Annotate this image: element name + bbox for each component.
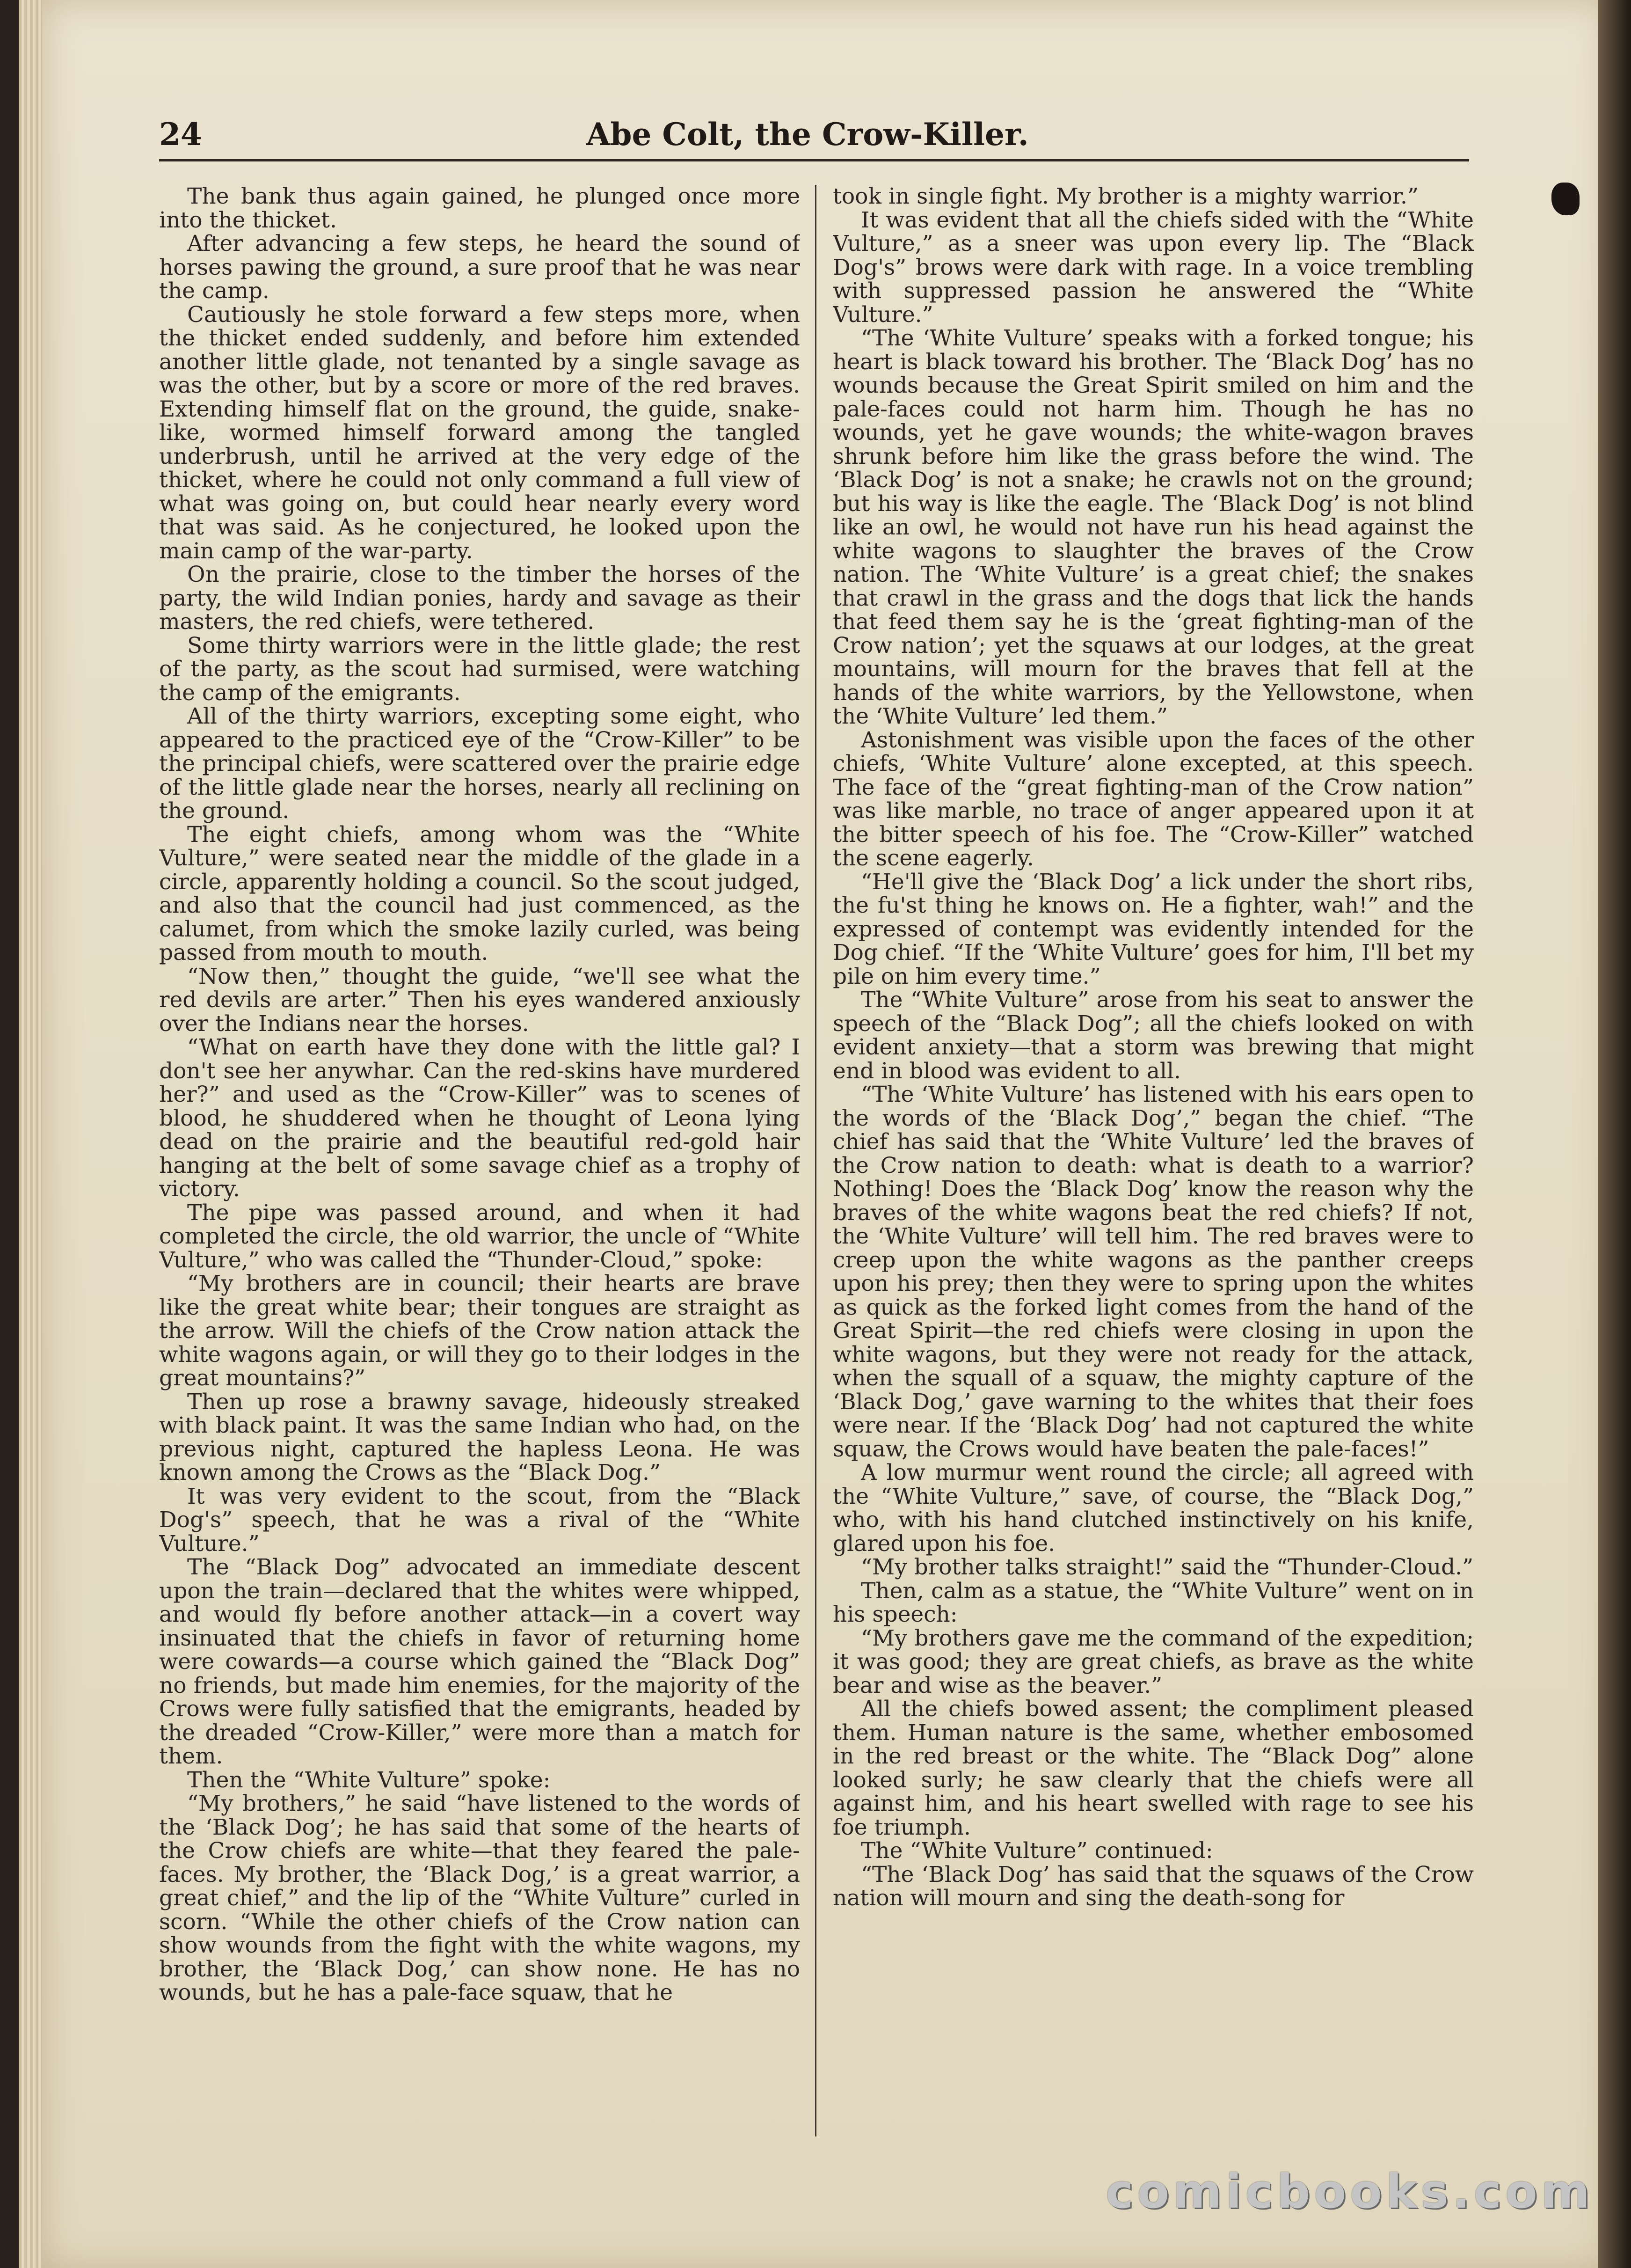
paragraph: The eight chiefs, among whom was the “White Vulture,” were seated near the middle of the glade in a circle, apparently holding a council. So the scout judged, and also that the council had just commenced, as the calumet, from which the smoke lazily curled, was being passed from mouth to mouth. [159,821,800,966]
paragraph: “What on earth have they done with the little gal? I don't see her anywhar. Can the red-skins have murdered her?” and used as the “Crow-Killer” was to scenes of blood, he shuddered when he thought of Leona lying dead on the prairie and the beautiful red-gold hair hanging at the belt of some savage chief as a trophy of victory. [159,1034,800,1202]
page-header [159,103,1469,161]
paragraph: “My brothers,” he said “have listened to the words of the ‘Black Dog’; he has said that some of the hearts of the Crow chiefs are white—that they feared the pale-faces. My brother, the ‘Black Dog,’ is a great warrior, a great chief,” and the lip of the “White Vulture” curled in scorn. “While the other chiefs of the Crow nation can show wounds from the fight with the white wagons, my brother, the ‘Black Dog,’ can show none. He has no wounds, but he has a pale-face squaw, that he [159,1791,800,2005]
paragraph: “The ‘White Vulture’ speaks with a forked tongue; his heart is black toward his brother. The ‘Black Dog’ has no wounds because the Great Spirit smiled on him and the pale-faces could not harm him. Though he has no wounds, yet he gave wounds; the white-wagon braves shrunk before him like the grass before the wind. The ‘Black Dog’ is not a snake; he crawls not on the ground; but his way is like the eagle. The ‘Black Dog’ is not blind like an owl, he would not have run his head against the white wagons to slaughter the braves of the Crow nation. The ‘White Vulture’ is a great chief; the snakes that crawl in the grass and the dogs that lick the hands that feed them say he is the ‘great fighting-man of the Crow nation’; yet the squaws at our lodges, at the great mountains, will mourn for the braves that fell at the hands of the white warriors, by the Yellowstone, when the ‘White Vulture’ led them.” [833,325,1474,729]
left-column [159,185,800,2151]
paragraph: The bank thus again gained, he plunged once more into the thicket. [159,185,800,233]
binding-shadow [1598,0,1631,2268]
paragraph: A low murmur went round the circle; all agreed with the “White Vulture,” save, of course, the “Black Dog,” who, with his hand clutched instinctively on his knife, glared upon his foe. [833,1460,1474,1557]
paragraph: Astonishment was visible upon the faces of the other chiefs, ‘White Vulture’ alone excepted, at this speech. The face of the “great fighting-man of the Crow nation” was like marble, no trace of anger appeared upon it at the bitter speech of his foe. The “Crow-Killer” watched the scene eagerly. [833,727,1474,871]
paragraph: “The ‘Black Dog’ has said that the squaws of the Crow nation will mourn and sing the death-song for [833,1861,1474,1911]
paragraph: After advancing a few steps, he heard the sound of horses pawing the ground, a sure proof that he was near the camp. [159,231,800,304]
paragraph: Then the “White Vulture” spoke: [187,1767,551,1793]
right-column [833,185,1474,2151]
paragraph: Then up rose a brawny savage, hideously streaked with black paint. It was the same Indian who had, on the previous night, captured the hapless Leona. He was known among the Crows as the “Black Dog.” [159,1389,800,1485]
column-divider [815,185,816,2136]
paragraph: On the prairie, close to the timber the horses of the party, the wild Indian ponies, hardy and savage as their masters, the red chiefs, were tethered. [159,562,800,635]
paragraph: It was very evident to the scout, from the “Black Dog's” speech, that he was a rival of the “White Vulture.” [159,1483,800,1557]
paragraph: All the chiefs bowed assent; the compliment pleased them. Human nature is the same, whether embosomed in the red breast or the white. The “Black Dog” alone looked surly; he saw clearly that the chiefs were all against him, and his heart swelled with rage to see his foe triumph. [833,1696,1474,1840]
paragraph: All of the thirty warriors, excepting some eight, who appeared to the practiced eye of the “Crow-Killer” to be the principal chiefs, were scattered over the prairie edge of the little glade near the horses, nearly all reclining on the ground. [159,703,800,824]
paragraph: “My brothers are in council; their hearts are brave like the great white bear; their tongues are straight as the arrow. Will the chiefs of the Crow nation attack the white wagons again, or will they go to their lodges in the great mountains?” [159,1271,800,1391]
page-number: 24 [159,116,202,153]
paragraph: The “White Vulture” continued: [861,1838,1213,1864]
paragraph: “My brothers gave me the command of the expedition; it was good; they are great chiefs, as brave as the white bear and wise as the beaver.” [833,1625,1474,1698]
paragraph: “Now then,” thought the guide, “we'll see what the red devils are arter.” Then his eyes wandered anxiously over the Indians near the horses. [159,963,800,1037]
paragraph: Some thirty warriors were in the little glade; the rest of the party, as the scout had surmised, were watching the camp of the emigrants. [159,632,800,706]
paragraph: took in single fight. My brother is a mighty warrior.” [833,185,1419,209]
watermark: comicbooks.com [1106,2164,1594,2219]
paragraph: “He'll give the ‘Black Dog’ a lick under the short ribs, the fu'st thing he knows on. He a fighter, wah!” and the expressed of contempt was evidently intended for the Dog chief. “If the ‘White Vulture’ goes for him, I'll bet my pile on him every time.” [833,869,1474,989]
paragraph: The pipe was passed around, and when it had completed the circle, the old warrior, the uncle of “White Vulture,” who was called the “Thunder-Cloud,” spoke: [159,1200,800,1273]
ink-smudge [1551,183,1580,215]
running-title: Abe Colt, the Crow-Killer. [586,116,1029,153]
paragraph: The “Black Dog” advocated an immediate descent upon the train—declared that the whites were whipped, and would fly before another attack—in a covert way insinuated that the chiefs in favor of returning home were cowards—a course which gained the “Black Dog” no friends, but made him enemies, for the majority of the Crows were fully satisfied that the emigrants, headed by the dreaded “Crow-Killer,” were more than a match for them. [159,1554,800,1769]
paragraph: Cautiously he stole forward a few steps more, when the thicket ended suddenly, and before him extended another little glade, not tenanted by a single savage as was the other, but by a score or more of the red braves. Extending himself flat on the ground, the guide, snake-like, wormed himself forward among the tangled underbrush, until he arrived at the very edge of the thicket, where he could not only command a full view of what was going on, but could hear nearly every word that was said. As he conjectured, he looked upon the main camp of the war-party. [159,301,800,564]
paragraph: Then, calm as a statue, the “White Vulture” went on in his speech: [833,1578,1474,1627]
paragraph: “My brother talks straight!” said the “Thunder-Cloud.” [861,1554,1474,1580]
paragraph: It was evident that all the chiefs sided with the “White Vulture,” as a sneer was upon every lip. The “Black Dog's” brows were dark with rage. In a voice trembling with suppressed passion he answered the “White Vulture.” [833,207,1474,328]
paragraph: The “White Vulture” arose from his seat to answer the speech of the “Black Dog”; all the chiefs looked on with evident anxiety—that a storm was brewing that might end in blood was evident to all. [833,987,1474,1084]
paragraph: “The ‘White Vulture’ has listened with his ears open to the words of the ‘Black Dog’,” began the chief. “The chief has said that the ‘White Vulture’ led the braves of the Crow nation to death: what is death to a warrior? Nothing! Does the ‘Black Dog’ know the reason why the braves of the white wagons beat the red chiefs? If not, the ‘White Vulture’ will tell him. The red braves were to creep upon the white wagons as the panther creeps upon his prey; then they were to spring upon the whites as quick as the forked light comes from the hand of the Great Spirit—the red chiefs were closing in upon the white wagons, but they were not ready for the attack, when the squall of a squaw, the mighty capture of the ‘Black Dog,’ gave warning to the whites that their foes were near. If the ‘Black Dog’ had not captured the white squaw, the Crows would have beaten the pale-faces!” [833,1082,1474,1462]
text-columns [159,185,1474,2151]
